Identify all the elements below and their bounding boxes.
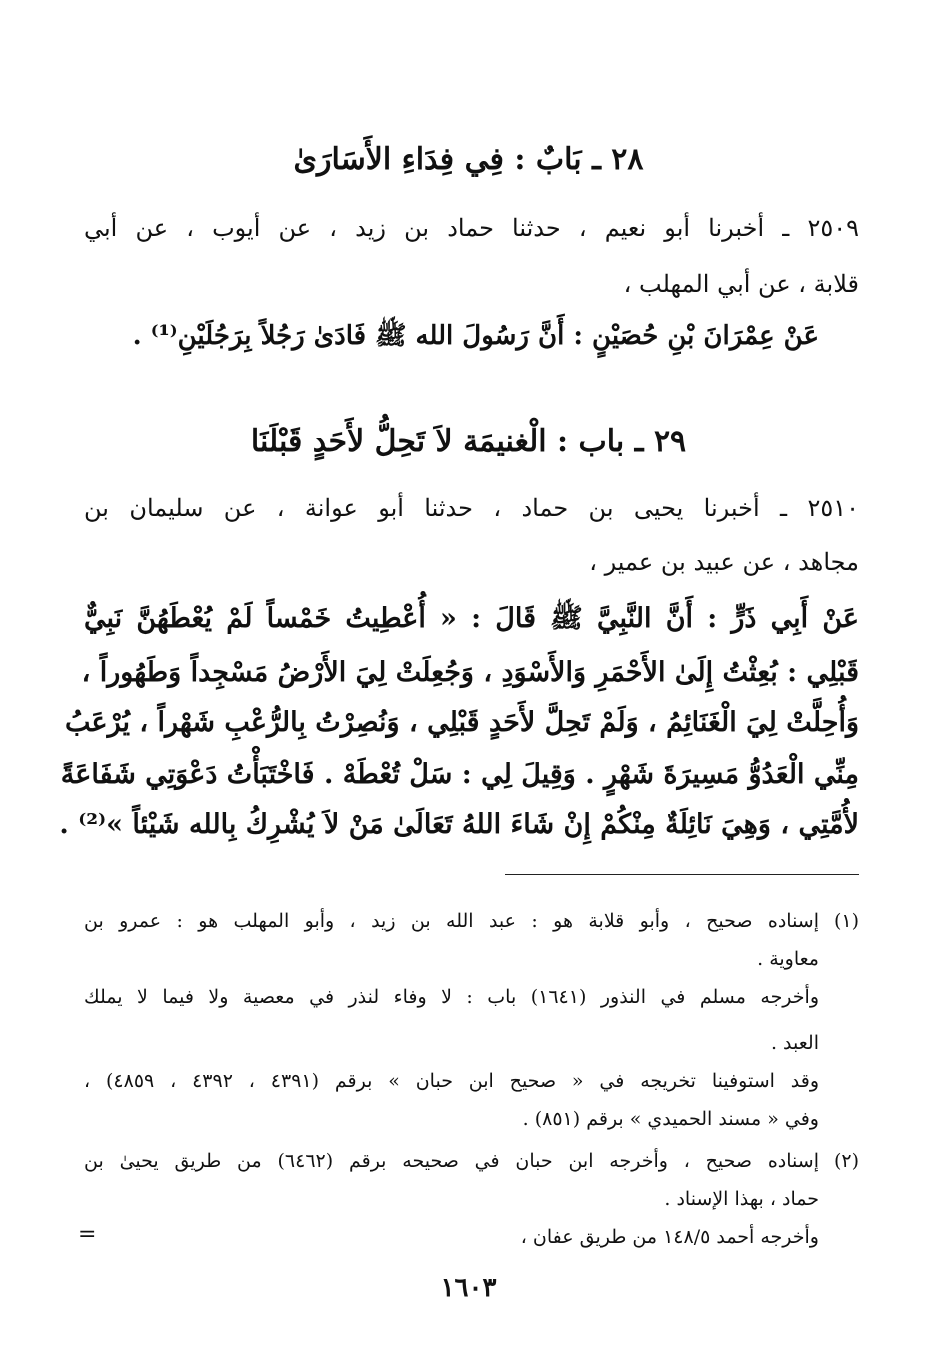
footnote-1-line-5: وقد استوفينا تخريجه في « صحيح ابن حبان » برقم (٤٣٩١ ، ٤٣٩٢ ، ٤٨٥٩) ، <box>84 1070 820 1092</box>
footnote-2-line-1: إسناده صحيح ، وأخرجه ابن حبان في صحيحه برقم (٦٤٦٢) من طريق يحيىٰ بن <box>84 1150 819 1172</box>
footnote-1-line-2: معاوية . <box>757 948 819 970</box>
page-number: ١٦٠٣ <box>440 1273 497 1303</box>
footnote-1-line-1: إسناده صحيح ، وأبو قلابة هو : عبد الله بن زيد ، وأبو المهلب هو : عمرو بن <box>84 910 819 932</box>
footnote-separator <box>505 874 859 875</box>
footnote-2-line-3: وأخرجه أحمد ١٤٨/٥ من طريق عفان ، <box>520 1226 819 1248</box>
footnote-1-line-4: العبد . <box>770 1032 819 1054</box>
hadith-2509-matn: عَنْ عِمْرَانَ بْنِ حُصَيْنٍ : أَنَّ رَسُولَ الله ﷺ فَادَىٰ رَجُلاً بِرَجُلَيْنِ⁽¹⁾ . <box>132 321 819 351</box>
hadith-2509-isnad-line-1: ٢٥٠٩ ـ أخبرنا أبو نعيم ، حدثنا حماد بن زيد ، عن أيوب ، عن أبي <box>84 214 860 242</box>
hadith-2510-matn-line-3: وَأُحِلَّتْ لِيَ الْغَنَائِمُ ، وَلَمْ تَحِلَّ لأَحَدٍ قَبْلِي ، وَنُصِرْتُ بِالرُّعْبِ شَهْراً ، يُرْعَبُ <box>64 707 859 738</box>
chapter-28-heading: ٢٨ ـ بَابٌ : فِي فِدَاءِ الأَسَارَىٰ <box>293 142 644 177</box>
footnote-1-number: (١) <box>833 910 859 932</box>
hadith-2510-isnad-line-1: ٢٥١٠ ـ أخبرنا يحيى بن حماد ، حدثنا أبو عوانة ، عن سليمان بن <box>84 494 859 522</box>
hadith-2510-matn-line-4: مِنِّي الْعَدُوُّ مَسِيرَةَ شَهْرٍ . وَقِيلَ لِي : سَلْ تُعْطَهْ . فَاخْتَبَأْتُ دَعْوَتِي شَفَاعَةً <box>60 759 859 790</box>
hadith-2510-isnad-line-2: مجاهد ، عن عبيد بن عمير ، <box>589 548 859 576</box>
chapter-29-heading: ٢٩ ـ باب : الْغنيمَة لاَ تَحِلُّ لأَحَدٍ قَبْلَنَا <box>250 424 687 459</box>
hadith-2509-isnad-line-2: قلابة ، عن أبي المهلب ، <box>623 270 859 298</box>
footnote-2-number: (٢) <box>833 1150 859 1172</box>
hadith-2510-matn-line-1: عَنْ أَبِي ذَرٍّ : أَنَّ النَّبِيَّ ﷺ قَالَ : « أُعْطِيتُ خَمْساً لَمْ يُعْطَهُنَّ نَبِيٌّ <box>84 603 859 634</box>
hadith-2510-matn-line-5: لأُمَّتِي ، وَهِيَ نَائِلَةٌ مِنْكُمْ إِنْ شَاءَ اللهُ تَعَالَىٰ مَنْ لاَ يُشْرِكُ بِالله شَيْئاً »⁽²⁾ . <box>59 809 859 840</box>
footnote-1-line-3: وأخرجه مسلم في النذور (١٦٤١) باب : لا وفاء لنذر في معصية ولا فيما لا يملك <box>84 986 819 1008</box>
footnote-2-line-2: حماد ، بهذا الإسناد . <box>664 1188 819 1210</box>
hadith-2510-matn-line-2: قَبْلِي : بُعِثْتُ إِلَىٰ الأَحْمَرِ وَالأَسْوَدِ ، وَجُعِلَتْ لِيَ الأَرْضُ مَسْجِداً وَطَهُوراً ، <box>81 657 859 688</box>
footnote-1-line-6: وفي « مسند الحميدي » برقم (٨٥١) . <box>522 1108 819 1130</box>
footnote-continuation-mark: = <box>78 1222 97 1247</box>
